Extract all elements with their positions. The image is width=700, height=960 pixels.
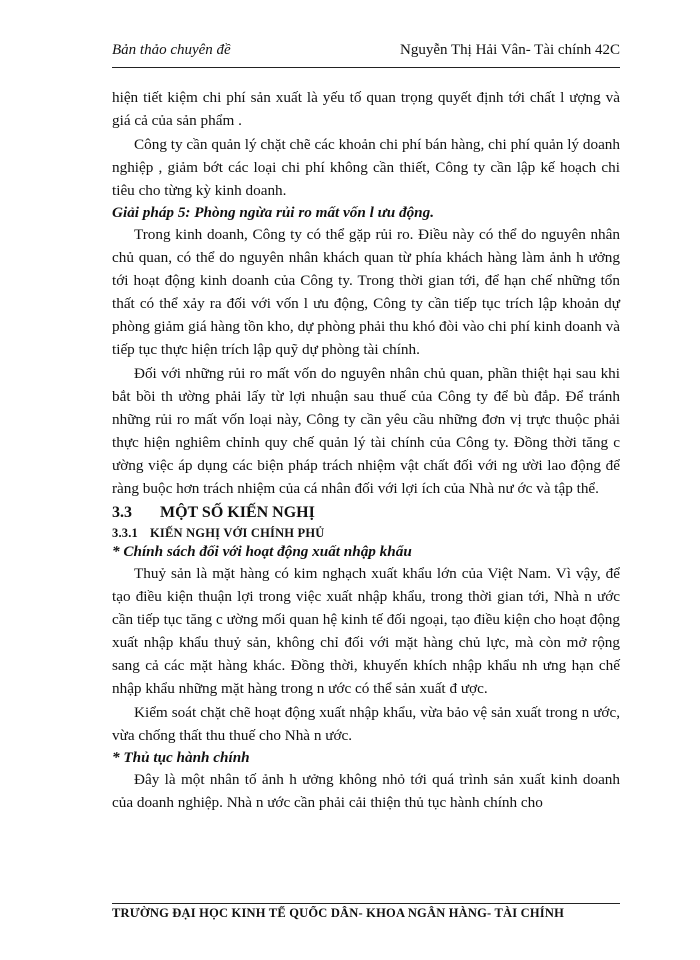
footer-divider	[112, 903, 620, 904]
subheading-import-export-policy: * Chính sách đối với hoạt động xuất nhập khẩu	[112, 543, 412, 560]
section-3-3-1-title: KIẾN NGHỊ VỚI CHÍNH PHỦ	[150, 526, 325, 540]
paragraph-risk-intro: Trong kinh doanh, Công ty có thể gặp rủi ro. Điều này có thể do nguyên nhân chủ quan, có thể do nguyên nhân khách quan từ phía khách hàng làm ảnh h ưởng tới hoạt động kinh doanh của Công ty. Trong thời gian tới, để hạn chế những tổn thất có thể xảy ra đối với vốn l ưu động, Công ty cần tiếp tục trích lập khoản dự phòng giảm giá hàng tồn kho, dự phòng phải thu khó đòi vào chi phí kinh doanh và tiếp tục thực hiện trích lập quỹ dự phòng tài chính.	[112, 226, 620, 358]
section-3-3-heading	[112, 502, 620, 524]
paragraph-cost-management: Công ty cần quản lý chặt chẽ các khoản chi phí bán hàng, chi phí quản lý doanh nghiệp , giảm bớt các loại chi phí không cần thiết, Công ty cần lập kế hoạch chi tiêu cho từng kỳ kinh doanh.	[112, 136, 620, 199]
paragraph-cost-quality: hiện tiết kiệm chi phí sản xuất là yếu tố quan trọng quyết định tới chất l ượng và giá cả của sản phẩm .	[112, 89, 620, 129]
paragraph-import-export-control: Kiểm soát chặt chẽ hoạt động xuất nhập khẩu, vừa bảo vệ sản xuất trong n ước, vừa chống thất thu thuế cho Nhà n ước.	[112, 704, 620, 744]
subheading-administrative-procedures: * Thủ tục hành chính	[112, 749, 250, 766]
header-divider	[112, 67, 620, 68]
paragraph-subjective-risk: Đối với những rủi ro mất vốn do nguyên nhân chủ quan, phần thiệt hại sau khi bắt bồi th ường phải lấy từ lợi nhuận sau thuế của Công ty để bù đắp. Để tránh những rủi ro mất vốn loại này, Công ty cần yêu cầu những đơn vị trực thuộc phải thực hiện nghiêm chỉnh quy chế quản lý tài chính của Công ty. Đồng thời tăng c ường việc áp dụng các biện pháp trách nhiệm vật chất đối với ng ười lao động để ràng buộc hơn trách nhiệm của cá nhân đối với lợi ích của Nhà nư ớc và tập thể.	[112, 365, 620, 497]
solution-5-heading: Giải pháp 5: Phòng ngừa rủi ro mất vốn l ưu động.	[112, 204, 435, 221]
paragraph-seafood-export: Thuỷ sản là mặt hàng có kim nghạch xuất khẩu lớn của Việt Nam. Vì vậy, để tạo điều kiện thuận lợi trong việc xuất nhập khẩu, trong thời gian tới, Nhà n ước cần tiếp tục tăng c ường mối quan hệ kinh tế đối ngoại, tạo điều kiện cho hoạt động xuất nhập khẩu thuỷ sản, không chỉ đối với mặt hàng chủ lực, mà còn mở rộng sang cả các mặt hàng khác. Đồng thời, khuyến khích nhập khẩu nh ưng hạn chế nhập khẩu những mặt hàng trong n ước có thể sản xuất đ ược.	[112, 565, 620, 697]
section-3-3-1-number: 3.3.1	[112, 526, 138, 540]
page-footer: TRƯỜNG ĐẠI HỌC KINH TẾ QUỐC DÂN- KHOA NGÂN HÀNG- TÀI CHÍNH	[112, 906, 565, 920]
header-author: Nguyễn Thị Hải Vân- Tài chính 42C	[400, 42, 620, 58]
header-document-title: Bản thảo chuyên đề	[112, 42, 231, 58]
section-3-3-title: MỘT SỐ KIẾN NGHỊ	[160, 504, 315, 521]
section-3-3-1-heading	[112, 524, 620, 542]
paragraph-administrative-procedures: Đây là một nhân tố ảnh h ưởng không nhỏ tới quá trình sản xuất kinh doanh của doanh nghiệp. Nhà n ước cần phải cải thiện thủ tục hành chính cho	[112, 771, 620, 811]
page-header	[112, 40, 620, 64]
section-3-3-number: 3.3	[112, 504, 132, 521]
page-body	[112, 86, 620, 815]
